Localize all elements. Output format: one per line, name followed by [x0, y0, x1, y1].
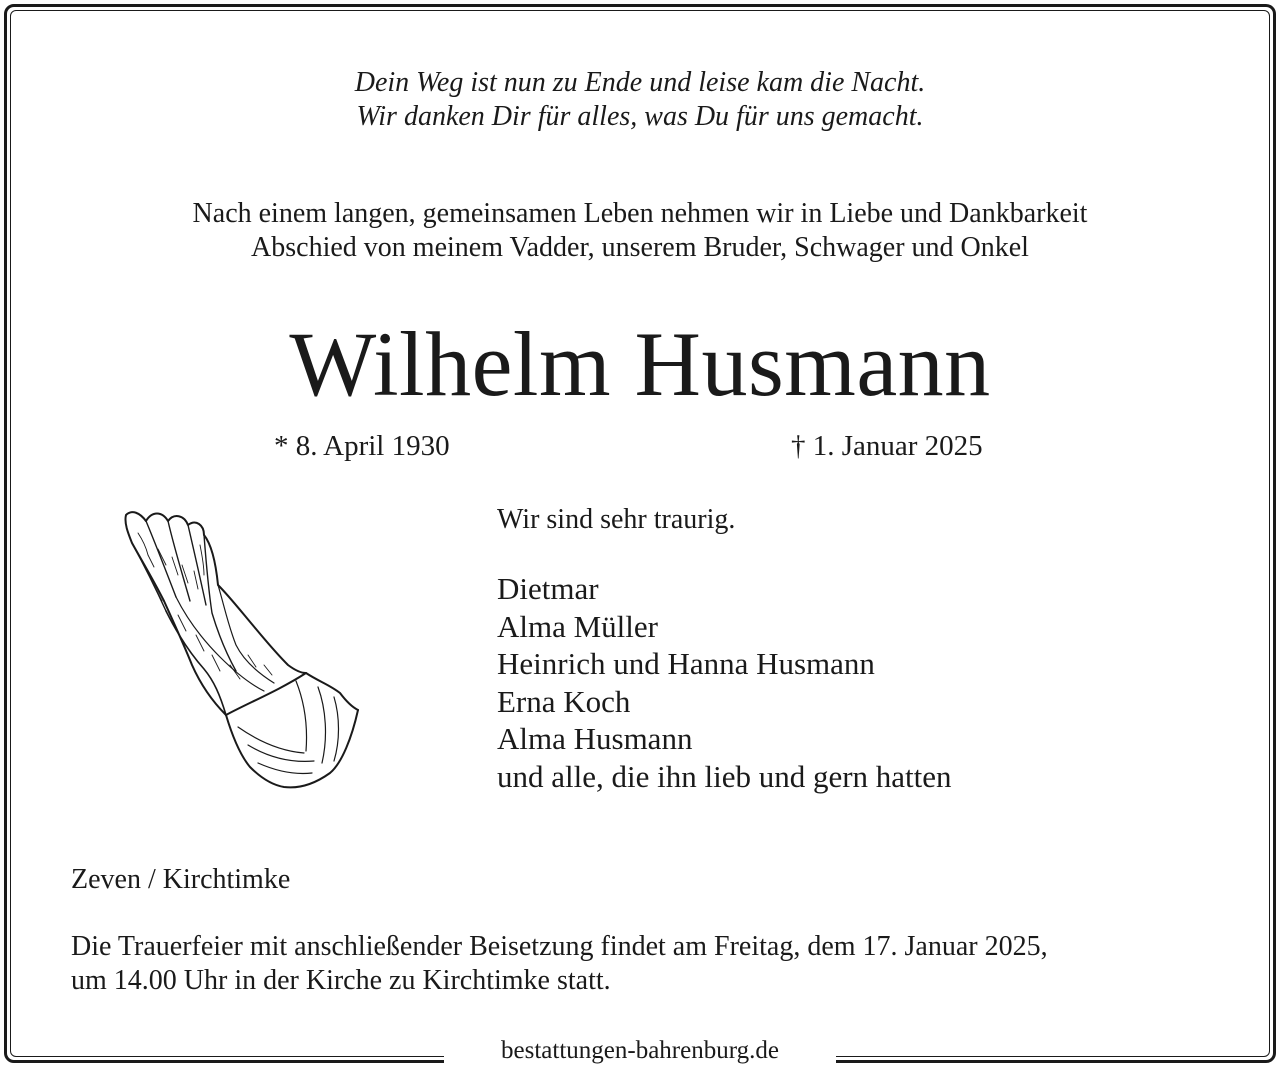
death-date: † 1. Januar 2025: [791, 430, 983, 462]
intro-text: [0, 197, 1280, 265]
mourning-statement: Wir sind sehr traurig.: [497, 504, 736, 535]
birth-date: * 8. April 1930: [274, 430, 450, 462]
funeral-notice-line-1: Die Trauerfeier mit anschließender Beisetzung findet am Freitag, dem 17. Januar 2025,: [71, 931, 1048, 962]
mourner-name: Alma Müller: [497, 608, 658, 644]
funeral-notice-line-2: um 14.00 Uhr in der Kirche zu Kirchtimke statt.: [71, 965, 611, 996]
mourner-name: Erna Koch: [497, 683, 631, 719]
mourner-name: Dietmar: [497, 571, 599, 606]
footer-website: bestattungen-bahrenburg.de: [501, 1037, 779, 1064]
mourner-name: Alma Husmann: [497, 721, 693, 756]
intro-line-1: Nach einem langen, gemeinsamen Leben nehmen wir in Liebe und Dankbarkeit: [192, 198, 1088, 229]
praying-hands-icon: [108, 505, 360, 795]
motto-line-2: Wir danken Dir für alles, was Du für uns gemacht.: [356, 101, 924, 132]
funeral-notice: [71, 930, 1048, 998]
mourner-name: Heinrich und Hanna Husmann: [497, 646, 875, 681]
mourner-name: und alle, die ihn lieb und gern hatten: [497, 758, 952, 794]
deceased-name: Wilhelm Husmann: [289, 313, 991, 415]
location: Zeven / Kirchtimke: [71, 864, 291, 895]
mourners-list: [497, 570, 952, 795]
motto-verse: [0, 66, 1280, 134]
motto-line-1: Dein Weg ist nun zu Ende und leise kam die Nacht.: [354, 67, 926, 98]
intro-line-2: Abschied von meinem Vadder, unserem Bruder, Schwager und Onkel: [251, 232, 1029, 263]
